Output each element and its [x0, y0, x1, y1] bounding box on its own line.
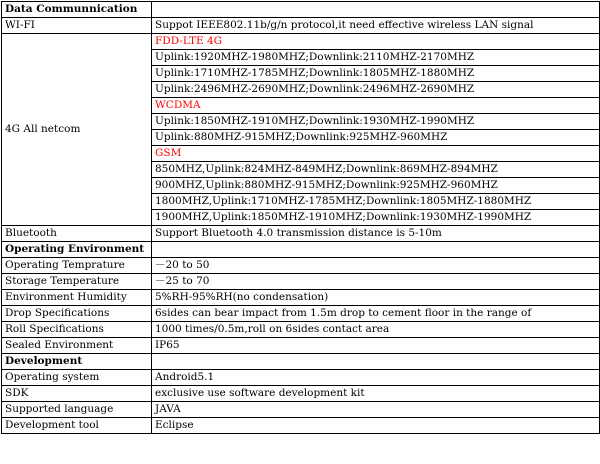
table-row [2, 258, 600, 274]
band-line: 1900MHZ,Uplink:1850MHZ-1910MHZ;Downlink:1930MHZ-1990MHZ [152, 210, 600, 226]
band-line: Uplink:2496MHZ-2690MHZ;Downlink:2496MHZ-2690MHZ [152, 82, 600, 98]
band-line: 900MHZ,Uplink:880MHZ-915MHZ;Downlink:925MHZ-960MHZ [152, 178, 600, 194]
row-value: －20 to 50 [152, 258, 600, 274]
band-line: Uplink:1920MHZ-1980MHZ;Downlink:2110MHZ-2170MHZ [152, 50, 600, 66]
section-blank-cell [152, 242, 600, 258]
row-value: Eclipse [152, 418, 600, 434]
row-value: 1000 times/0.5m,roll on 6sides contact area [152, 322, 600, 338]
row-label: SDK [2, 386, 152, 402]
band-line: Uplink:1850MHZ-1910MHZ;Downlink:1930MHZ-1990MHZ [152, 114, 600, 130]
table-row-bluetooth [2, 226, 600, 242]
section-blank-cell [152, 2, 600, 18]
table-row [2, 418, 600, 434]
row-label-netcom: 4G All netcom [2, 34, 152, 226]
section-row-data-communication [2, 2, 600, 18]
spec-table [1, 1, 600, 434]
section-title-data-communication: Data Communnication [2, 2, 152, 18]
table-row [2, 290, 600, 306]
row-label-bluetooth: Bluetooth [2, 226, 152, 242]
table-row [2, 402, 600, 418]
row-value: 6sides can bear impact from 1.5m drop to cement floor in the range of [152, 306, 600, 322]
row-label: Operating Temprature [2, 258, 152, 274]
band-heading-fdd-lte: FDD-LTE 4G [152, 34, 600, 50]
row-value: Android5.1 [152, 370, 600, 386]
row-value-wifi: Suppot IEEE802.11b/g/n protocol,it need effective wireless LAN signal [152, 18, 600, 34]
table-row [2, 370, 600, 386]
band-line: Uplink:1710MHZ-1785MHZ;Downlink:1805MHZ-1880MHZ [152, 66, 600, 82]
section-row-operating-environment [2, 242, 600, 258]
table-row [2, 386, 600, 402]
table-row-netcom [2, 34, 600, 50]
row-label-wifi: WI-FI [2, 18, 152, 34]
band-line: 1800MHZ,Uplink:1710MHZ-1785MHZ;Downlink:1805MHZ-1880MHZ [152, 194, 600, 210]
table-row-wifi [2, 18, 600, 34]
row-label: Storage Temperature [2, 274, 152, 290]
table-row [2, 306, 600, 322]
band-heading-gsm: GSM [152, 146, 600, 162]
band-line: 850MHZ,Uplink:824MHZ-849MHZ;Downlink:869MHZ-894MHZ [152, 162, 600, 178]
row-label: Operating system [2, 370, 152, 386]
row-label: Roll Specifications [2, 322, 152, 338]
row-label: Environment Humidity [2, 290, 152, 306]
row-value: JAVA [152, 402, 600, 418]
row-label: Development tool [2, 418, 152, 434]
row-value: 5%RH-95%RH(no condensation) [152, 290, 600, 306]
row-value: －25 to 70 [152, 274, 600, 290]
row-label: Supported language [2, 402, 152, 418]
section-row-development [2, 354, 600, 370]
band-heading-wcdma: WCDMA [152, 98, 600, 114]
band-line: Uplink:880MHZ-915MHZ;Downlink:925MHZ-960MHZ [152, 130, 600, 146]
section-title-development: Development [2, 354, 152, 370]
row-value: IP65 [152, 338, 600, 354]
row-value-bluetooth: Support Bluetooth 4.0 transmission distance is 5-10m [152, 226, 600, 242]
row-value: exclusive use software development kit [152, 386, 600, 402]
row-label: Sealed Environment [2, 338, 152, 354]
table-row [2, 274, 600, 290]
row-label: Drop Specifications [2, 306, 152, 322]
table-row [2, 338, 600, 354]
table-row [2, 322, 600, 338]
section-blank-cell [152, 354, 600, 370]
section-title-operating-environment: Operating Environment [2, 242, 152, 258]
